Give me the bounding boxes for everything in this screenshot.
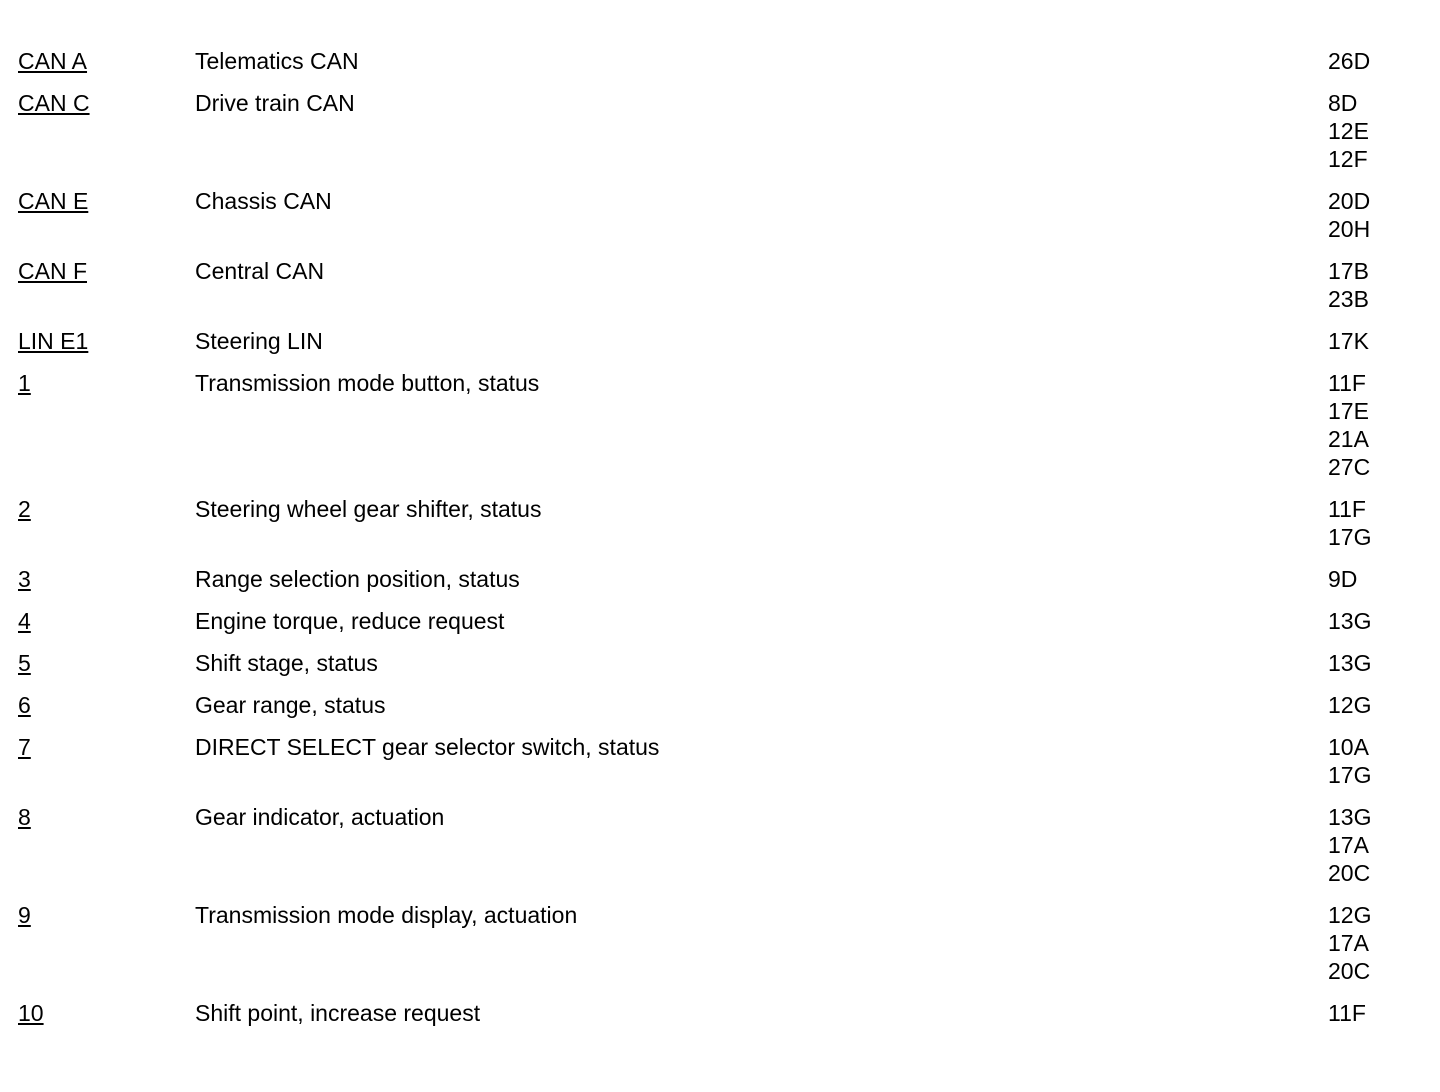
grid-reference: 20C	[1328, 958, 1371, 984]
grid-reference: 11F	[1328, 1000, 1366, 1026]
grid-reference-list	[1328, 901, 1418, 985]
grid-reference: 13G	[1328, 650, 1372, 676]
grid-reference: 17G	[1328, 524, 1372, 550]
signal-code-cell	[18, 89, 195, 117]
signal-description: Central CAN	[195, 258, 325, 284]
legend-row	[18, 369, 1418, 481]
grid-reference: 12F	[1328, 146, 1368, 172]
grid-reference: 12E	[1328, 118, 1369, 144]
grid-reference: 20D	[1328, 188, 1371, 214]
signal-code-link[interactable]: 8	[18, 804, 31, 830]
signal-description: Transmission mode display, actuation	[195, 902, 578, 928]
grid-reference: 17A	[1328, 832, 1369, 858]
signal-description: DIRECT SELECT gear selector switch, status	[195, 734, 660, 760]
signal-code-cell	[18, 257, 195, 285]
signal-code-cell	[18, 327, 195, 355]
signal-description: Transmission mode button, status	[195, 370, 540, 396]
signal-code-link[interactable]: 5	[18, 650, 31, 676]
legend-row	[18, 47, 1418, 75]
signal-code-link[interactable]: 6	[18, 692, 31, 718]
grid-reference: 8D	[1328, 90, 1358, 116]
legend-row	[18, 733, 1418, 789]
grid-reference-list	[1328, 187, 1418, 243]
signal-description: Range selection position, status	[195, 566, 520, 592]
signal-code-cell	[18, 607, 195, 635]
signal-code-cell	[18, 565, 195, 593]
signal-code-cell	[18, 803, 195, 831]
signal-code-link[interactable]: 3	[18, 566, 31, 592]
legend-row	[18, 187, 1418, 243]
grid-reference: 13G	[1328, 608, 1372, 634]
legend-row	[18, 495, 1418, 551]
signal-code-link[interactable]: 1	[18, 370, 31, 396]
signal-code-cell	[18, 691, 195, 719]
signal-legend-table	[18, 47, 1418, 1041]
grid-reference: 21A	[1328, 426, 1369, 452]
legend-row	[18, 327, 1418, 355]
grid-reference-list	[1328, 649, 1418, 677]
grid-reference: 9D	[1328, 566, 1358, 592]
grid-reference: 20C	[1328, 860, 1371, 886]
grid-reference: 23B	[1328, 286, 1369, 312]
signal-code-link[interactable]: 10	[18, 1000, 44, 1026]
grid-reference-list	[1328, 691, 1418, 719]
signal-code-link[interactable]: LIN E1	[18, 328, 89, 354]
grid-reference-list	[1328, 733, 1418, 789]
grid-reference: 11F	[1328, 370, 1366, 396]
signal-description: Shift stage, status	[195, 650, 378, 676]
grid-reference-list	[1328, 803, 1418, 887]
signal-code-link[interactable]: CAN E	[18, 188, 89, 214]
signal-description: Gear indicator, actuation	[195, 804, 445, 830]
signal-description: Gear range, status	[195, 692, 386, 718]
legend-row	[18, 649, 1418, 677]
signal-description: Engine torque, reduce request	[195, 608, 505, 634]
grid-reference: 20H	[1328, 216, 1371, 242]
legend-row	[18, 607, 1418, 635]
grid-reference-list	[1328, 999, 1418, 1027]
signal-description: Steering LIN	[195, 328, 323, 354]
legend-row	[18, 89, 1418, 173]
grid-reference: 27C	[1328, 454, 1371, 480]
grid-reference: 17E	[1328, 398, 1369, 424]
legend-row	[18, 257, 1418, 313]
signal-code-cell	[18, 495, 195, 523]
legend-row	[18, 691, 1418, 719]
grid-reference-list	[1328, 327, 1418, 355]
signal-code-cell	[18, 649, 195, 677]
grid-reference: 17G	[1328, 762, 1372, 788]
signal-code-cell	[18, 187, 195, 215]
signal-code-link[interactable]: 7	[18, 734, 31, 760]
signal-description: Telematics CAN	[195, 48, 359, 74]
grid-reference: 10A	[1328, 734, 1369, 760]
grid-reference: 17B	[1328, 258, 1369, 284]
signal-code-link[interactable]: CAN F	[18, 258, 87, 284]
signal-code-cell	[18, 999, 195, 1027]
signal-description: Drive train CAN	[195, 90, 355, 116]
signal-code-cell	[18, 901, 195, 929]
signal-code-link[interactable]: CAN C	[18, 90, 90, 116]
grid-reference-list	[1328, 607, 1418, 635]
legend-row	[18, 803, 1418, 887]
signal-code-link[interactable]: 9	[18, 902, 31, 928]
grid-reference-list	[1328, 565, 1418, 593]
grid-reference-list	[1328, 89, 1418, 173]
signal-code-cell	[18, 47, 195, 75]
signal-description: Shift point, increase request	[195, 1000, 481, 1026]
grid-reference-list	[1328, 47, 1418, 75]
signal-code-cell	[18, 369, 195, 397]
grid-reference: 17A	[1328, 930, 1369, 956]
grid-reference-list	[1328, 369, 1418, 481]
legend-row	[18, 901, 1418, 985]
grid-reference: 12G	[1328, 692, 1372, 718]
legend-row	[18, 999, 1418, 1027]
signal-code-link[interactable]: CAN A	[18, 48, 88, 74]
signal-description: Chassis CAN	[195, 188, 332, 214]
grid-reference-list	[1328, 257, 1418, 313]
grid-reference: 26D	[1328, 48, 1371, 74]
grid-reference: 17K	[1328, 328, 1369, 354]
signal-code-cell	[18, 733, 195, 761]
signal-code-link[interactable]: 2	[18, 496, 31, 522]
signal-description: Steering wheel gear shifter, status	[195, 496, 542, 522]
legend-row	[18, 565, 1418, 593]
signal-code-link[interactable]: 4	[18, 608, 31, 634]
grid-reference: 13G	[1328, 804, 1372, 830]
grid-reference: 12G	[1328, 902, 1372, 928]
grid-reference-list	[1328, 495, 1418, 551]
grid-reference: 11F	[1328, 496, 1366, 522]
